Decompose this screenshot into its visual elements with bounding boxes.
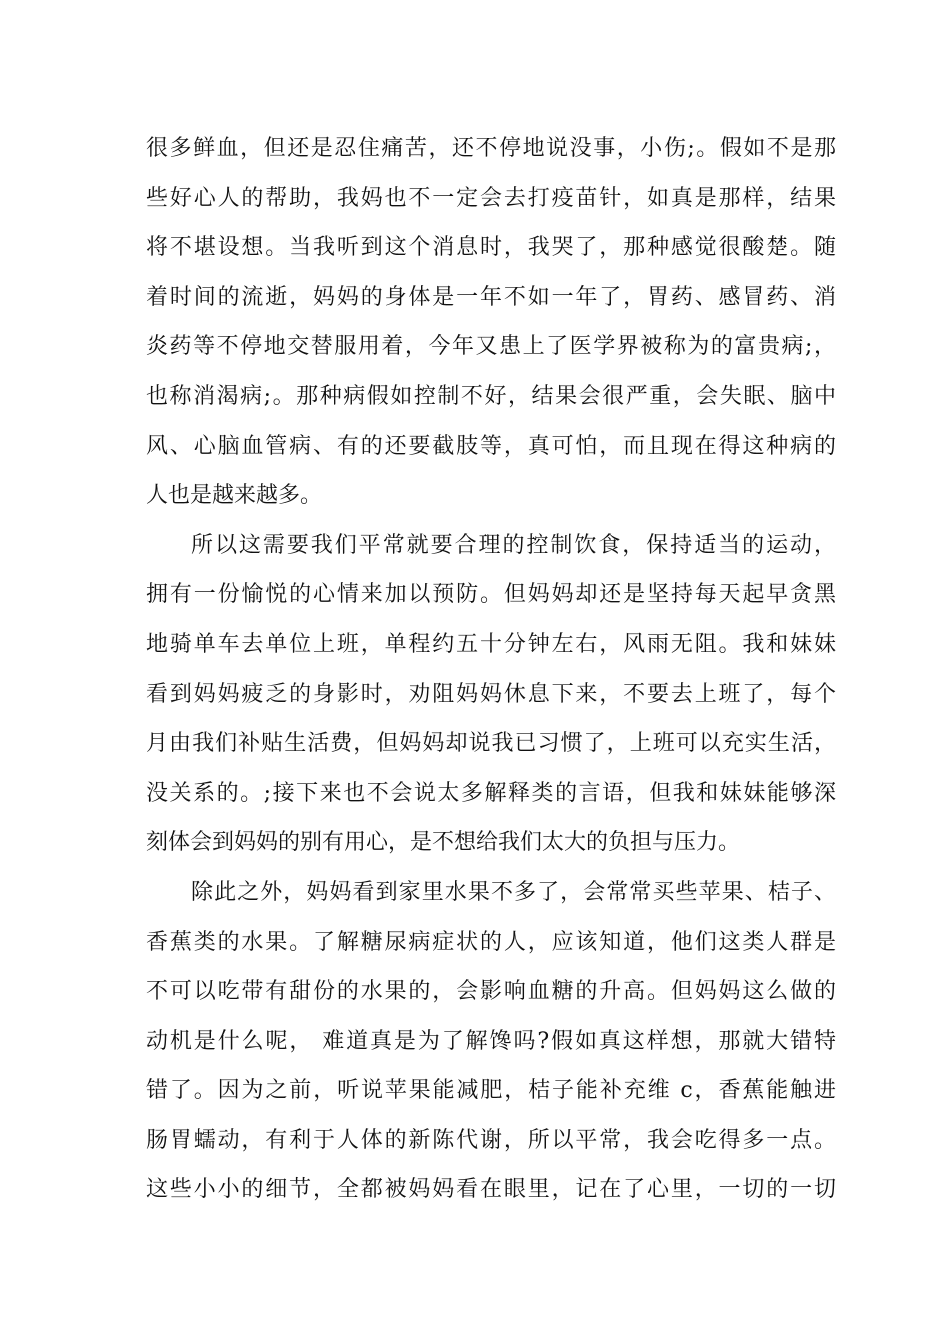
text-line: 不可以吃带有甜份的水果的，会影响血糖的升高。但妈妈这么做的 <box>146 979 836 1005</box>
text-line: 肠胃蠕动，有利于人体的新陈代谢，所以平常，我会吃得多一点。 <box>146 1127 836 1153</box>
text-line: 没关系的。;接下来也不会说太多解释类的言语，但我和妹妹能够深 <box>146 780 836 806</box>
text-line: 很多鲜血，但还是忍住痛苦，还不停地说没事，小伤;。假如不是那 <box>146 136 836 161</box>
text-line: 人也是越来越多。 <box>146 483 323 509</box>
text-line: 拥有一份愉悦的心情来加以预防。但妈妈却还是坚持每天起早贪黑 <box>146 582 836 608</box>
text-line: 也称消渴病;。那种病假如控制不好，结果会很严重，会失眠、脑中 <box>146 383 836 409</box>
text-line: 动机是什么呢， 难道真是为了解馋吗?假如真这样想，那就大错特 <box>146 1028 836 1054</box>
text-line: 着时间的流逝，妈妈的身体是一年不如一年了，胃药、感冒药、消 <box>146 284 836 310</box>
text-line: 刻体会到妈妈的别有用心，是不想给我们太大的负担与压力。 <box>146 830 741 856</box>
text-line: 些好心人的帮助，我妈也不一定会去打疫苗针，如真是那样，结果 <box>146 185 836 211</box>
text-line: 将不堪设想。当我听到这个消息时，我哭了，那种感觉很酸楚。随 <box>146 235 836 261</box>
text-line: 这些小小的细节，全都被妈妈看在眼里，记在了心里，一切的一切 <box>146 1177 836 1203</box>
text-line: 错了。因为之前，听说苹果能减肥，桔子能补充维 c，香蕉能触进 <box>146 1078 836 1104</box>
text-line: 风、心脑血管病、有的还要截肢等，真可怕，而且现在得这种病的 <box>146 433 836 459</box>
text-line: 看到妈妈疲乏的身影时，劝阻妈妈休息下来，不要去上班了，每个 <box>146 681 836 707</box>
text-line: 香蕉类的水果。了解糖尿病症状的人，应该知道，他们这类人群是 <box>146 929 836 955</box>
text-line: 地骑单车去单位上班，单程约五十分钟左右，风雨无阻。我和妹妹 <box>146 631 836 657</box>
text-line: 除此之外，妈妈看到家里水果不多了，会常常买些苹果、桔子、 <box>191 879 836 905</box>
document-body <box>146 124 836 1215</box>
text-line: 月由我们补贴生活费，但妈妈却说我已习惯了，上班可以充实生活， <box>146 731 836 757</box>
text-line: 炎药等不停地交替服用着，今年又患上了医学界被称为的富贵病;， <box>146 334 836 360</box>
text-line: 所以这需要我们平常就要合理的控制饮食，保持适当的运动， <box>191 532 836 558</box>
